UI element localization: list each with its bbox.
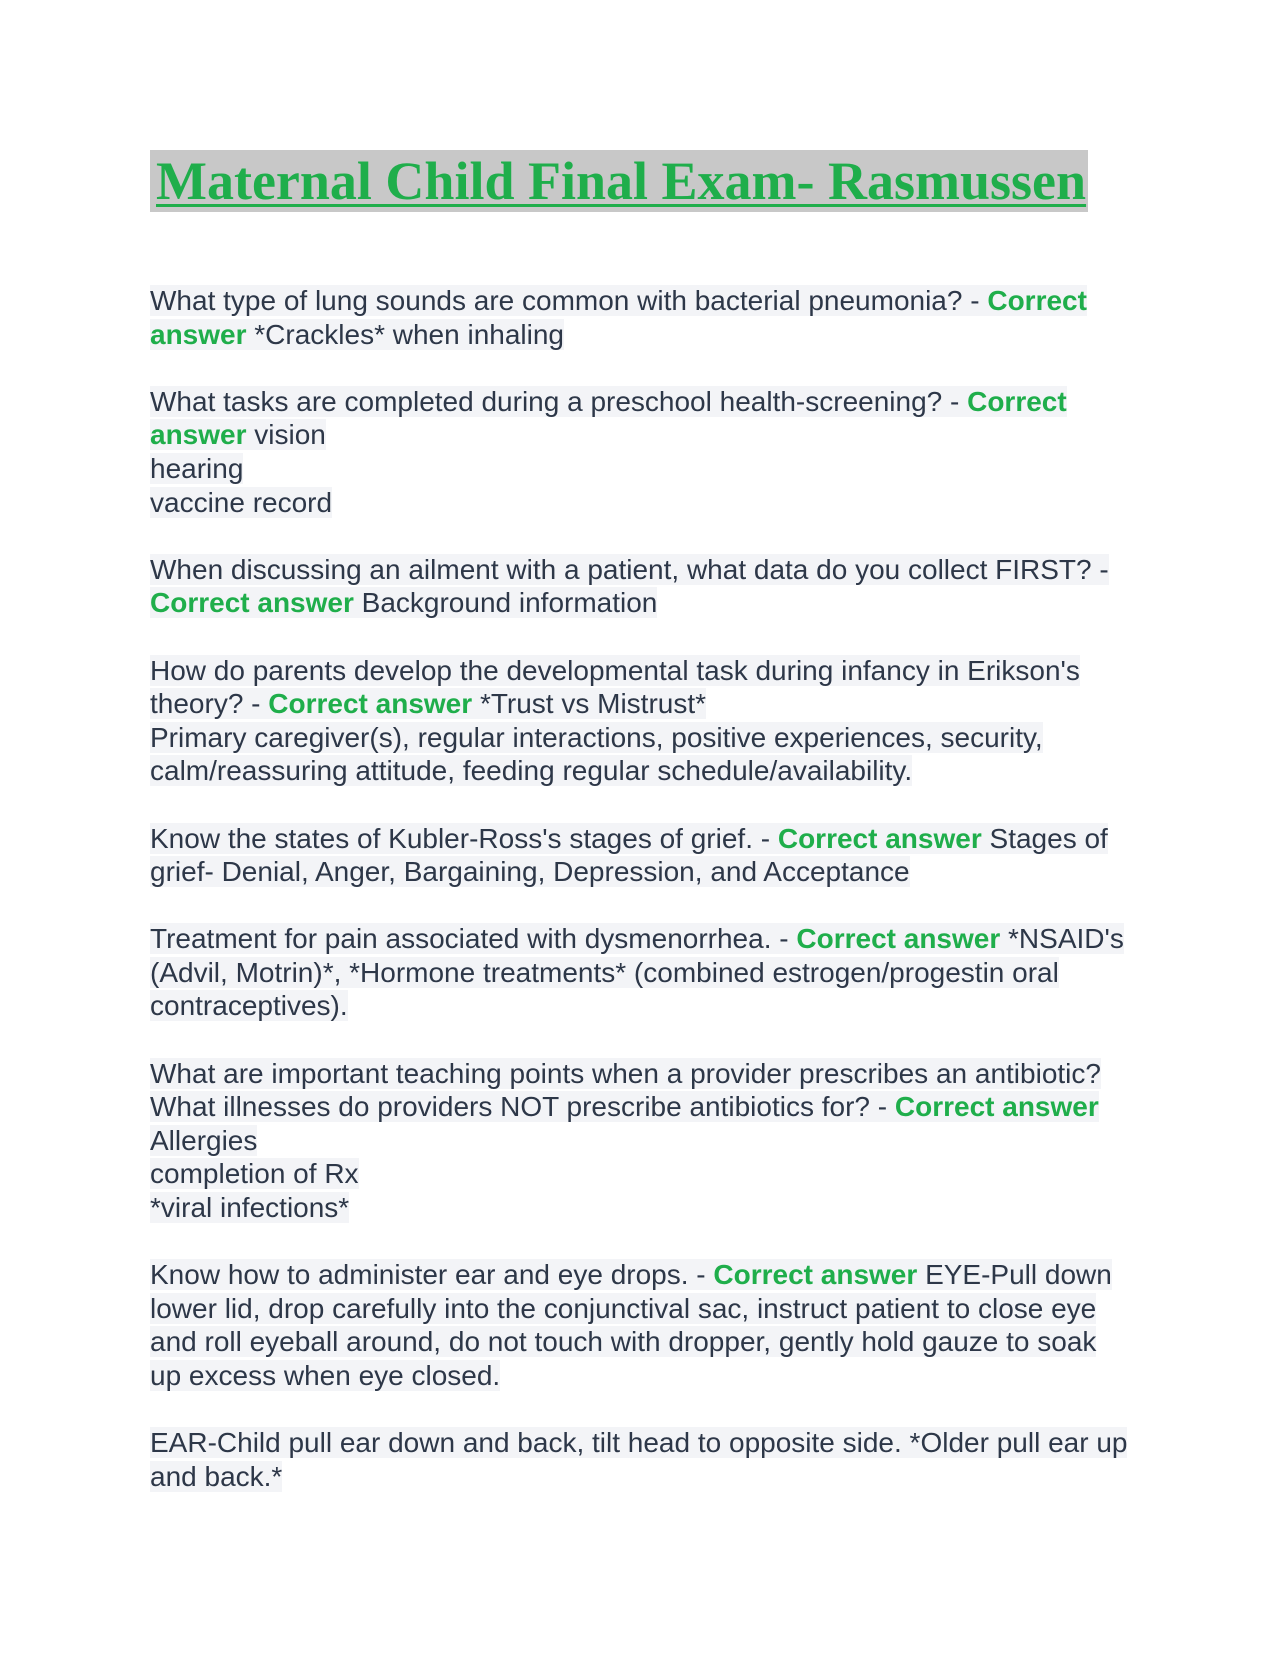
qa-paragraph	[150, 385, 1130, 452]
qa-question: What are important teaching points when a provider prescribes an antibiotic? What illnesses do providers NOT prescribe antibiotics for? -	[150, 1057, 1101, 1123]
note-item	[150, 1426, 1130, 1493]
qa-item-6	[150, 922, 1130, 1023]
correct-answer-label: Correct answer	[777, 822, 982, 854]
qa-paragraph	[150, 553, 1130, 620]
qa-answer-continuation	[150, 1191, 1130, 1225]
qa-question: Treatment for pain associated with dysmenorrhea. -	[150, 923, 797, 955]
qa-answer-line: EYE-Pull down lower lid, drop carefully into the conjunctival sac, instruct patient to close eye and roll eyeball around, do not touch with dropper, gently hold gauze to soak up excess when eye closed.	[150, 1259, 1112, 1391]
qa-item-1	[150, 284, 1130, 351]
qa-item-3	[150, 553, 1130, 620]
qa-question: What tasks are completed during a preschool health-screening? -	[150, 385, 968, 417]
qa-answer-line: Stages of grief- Denial, Anger, Bargaining, Depression, and Acceptance	[150, 822, 1108, 888]
qa-paragraph	[150, 1258, 1130, 1392]
qa-item-2	[150, 385, 1130, 519]
qa-answer-line: *Crackles* when inhaling	[254, 318, 565, 350]
qa-answer-line: completion of Rx	[150, 1158, 359, 1190]
qa-answer-line: *viral infections*	[150, 1192, 350, 1224]
qa-question: When discussing an ailment with a patient, what data do you collect FIRST? -	[150, 553, 1109, 585]
correct-answer-label: Correct answer	[150, 285, 1087, 350]
qa-answer-line: vaccine record	[150, 486, 333, 518]
qa-answer-line: *Trust vs Mistrust*	[479, 688, 707, 720]
document-title: Maternal Child Final Exam- Rasmussen	[150, 150, 1088, 212]
qa-question: Know the states of Kubler-Ross's stages of grief. -	[150, 822, 778, 854]
correct-answer-label: Correct answer	[150, 385, 1067, 451]
correct-answer-label: Correct answer	[894, 1091, 1099, 1123]
qa-answer-line: hearing	[150, 452, 244, 484]
qa-item-4	[150, 654, 1130, 788]
correct-answer-label: Correct answer	[796, 923, 1001, 955]
qa-answer-continuation	[150, 486, 1130, 520]
qa-paragraph	[150, 1057, 1130, 1158]
document-body	[150, 284, 1130, 1527]
correct-answer-label: Correct answer	[713, 1259, 918, 1291]
qa-paragraph	[150, 284, 1130, 351]
qa-answer-continuation	[150, 1157, 1130, 1191]
qa-item-8	[150, 1258, 1130, 1392]
qa-question: What type of lung sounds are common with bacterial pneumonia? -	[150, 285, 988, 316]
qa-answer-line: *NSAID's (Advil, Motrin)*, *Hormone treatments* (combined estrogen/progestin oral contraceptives).	[150, 923, 1124, 1022]
correct-answer-label: Correct answer	[150, 587, 354, 619]
qa-paragraph	[150, 654, 1130, 721]
title-container	[150, 150, 1088, 212]
qa-answer-line: Allergies	[150, 1124, 258, 1156]
qa-answer-continuation	[150, 452, 1130, 486]
qa-question: Know how to administer ear and eye drops. -	[150, 1259, 714, 1291]
qa-answer-continuation	[150, 721, 1130, 788]
qa-paragraph	[150, 822, 1130, 889]
qa-question: How do parents develop the developmental task during infancy in Erikson's theory? -	[150, 654, 1080, 720]
qa-answer-line: Primary caregiver(s), regular interactions, positive experiences, security, calm/reassuring attitude, feeding regular schedule/availability.	[150, 721, 1043, 787]
note-text: EAR-Child pull ear down and back, tilt head to opposite side. *Older pull ear up and back.*	[150, 1427, 1128, 1492]
qa-paragraph	[150, 922, 1130, 1023]
qa-answer-line: Background information	[361, 587, 658, 619]
correct-answer-label: Correct answer	[268, 688, 473, 720]
qa-item-5	[150, 822, 1130, 889]
qa-item-7	[150, 1057, 1130, 1225]
qa-answer-line: vision	[254, 419, 326, 451]
note-paragraph	[150, 1426, 1130, 1493]
